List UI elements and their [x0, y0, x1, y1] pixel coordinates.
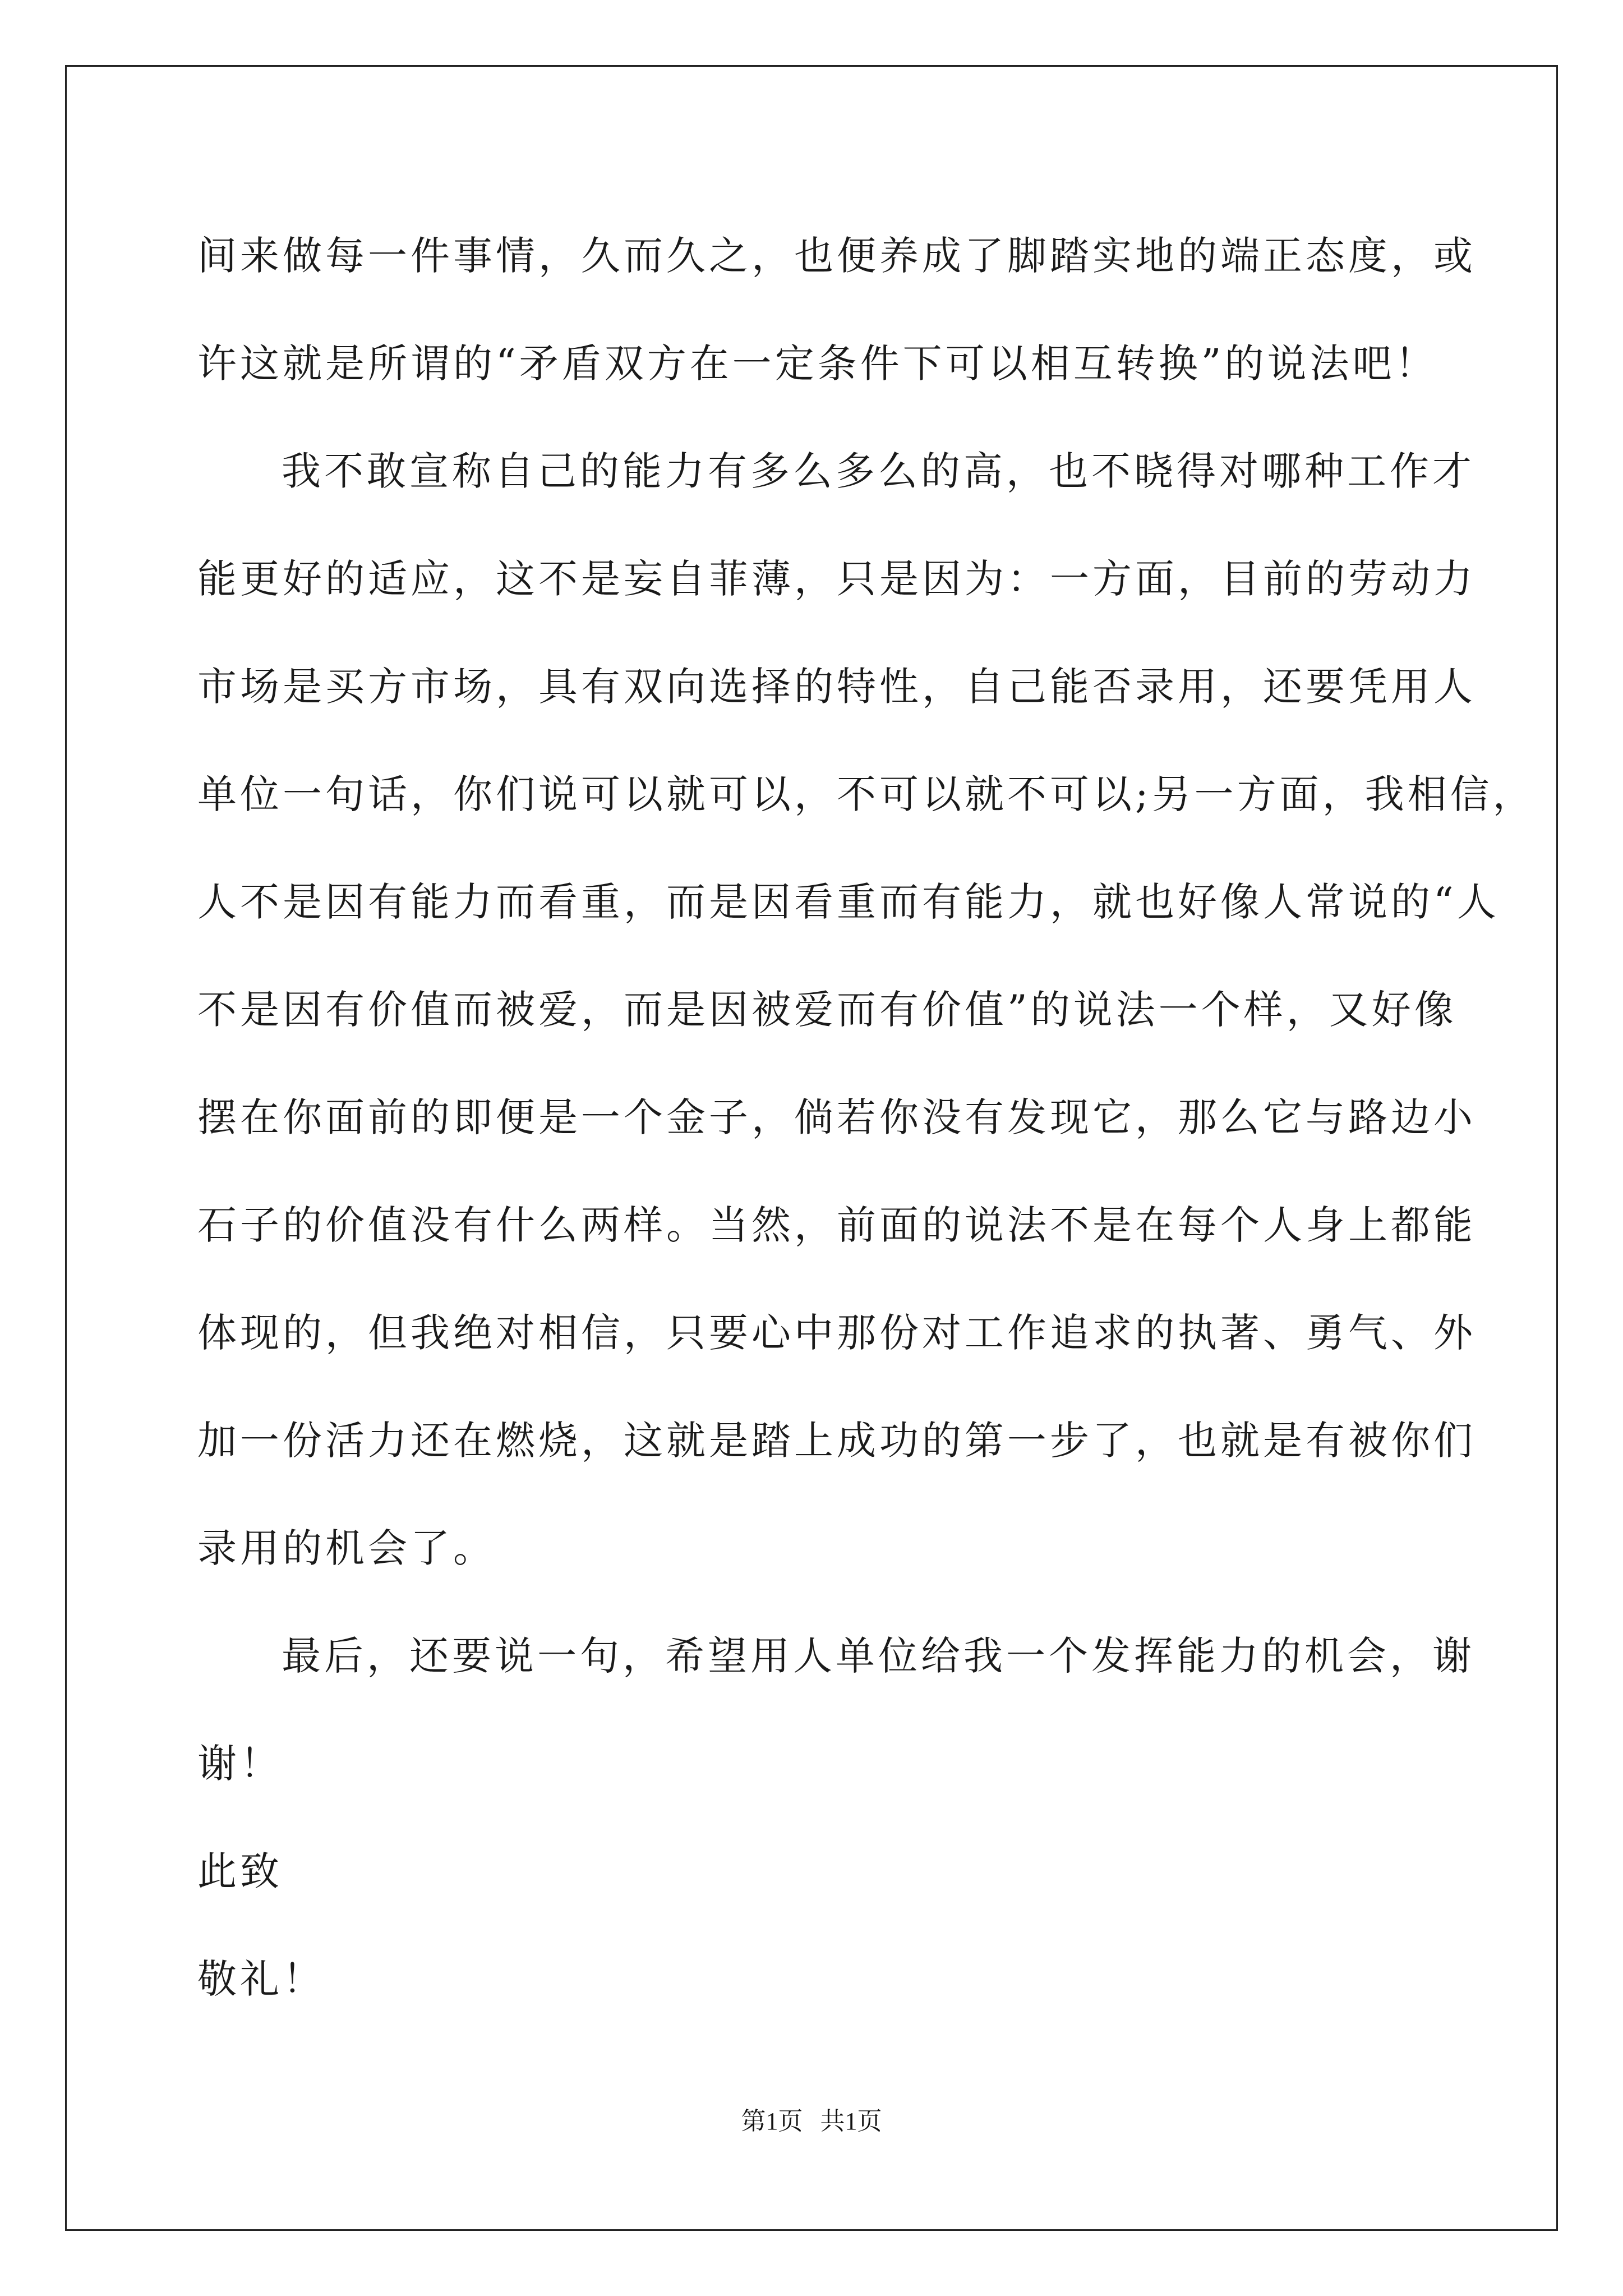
text-line: 摆在你面前的即便是一个金子，倘若你没有发现它，那么它与路边小 — [197, 1094, 1476, 1140]
page-footer — [0, 2101, 1623, 2137]
text-line: 石子的价值没有什么两样。当然，前面的说法不是在每个人身上都能 — [197, 1202, 1476, 1248]
page-total: 共1页 — [820, 2108, 882, 2135]
text-line: 市场是买方市场，具有双向选择的特性，自己能否录用，还要凭用人 — [197, 664, 1476, 710]
text-line: 间来做每一件事情，久而久之，也便养成了脚踏实地的端正态度，或 — [197, 233, 1476, 279]
paragraph-start: 最后，还要说一句，希望用人单位给我一个发挥能力的机会，谢 — [282, 1633, 1475, 1679]
closing-salutation: 敬礼！ — [197, 1956, 325, 2002]
text-line: 许这就是所谓的“矛盾双方在一定条件下可以相互转换”的说法吧！ — [197, 341, 1438, 386]
text-line: 不是因有价值而被爱，而是因被爱而有价值”的说法一个样，又好像 — [197, 987, 1457, 1033]
text-line: 能更好的适应，这不是妄自菲薄，只是因为：一方面，目前的劳动力 — [197, 556, 1476, 602]
closing-line: 此致 — [197, 1848, 283, 1894]
text-line: 谢！ — [197, 1741, 283, 1787]
text-line: 体现的，但我绝对相信，只要心中那份对工作追求的执著、勇气、外 — [197, 1310, 1476, 1356]
document-body — [197, 202, 1536, 2033]
text-line: 单位一句话，你们说可以就可以，不可以就不可以;另一方面，我相信， — [197, 771, 1536, 817]
page-number: 第1页 — [741, 2108, 803, 2135]
paragraph-start: 我不敢宣称自己的能力有多么多么的高，也不晓得对哪种工作才 — [282, 448, 1475, 494]
text-line: 人不是因有能力而看重，而是因看重而有能力，就也好像人常说的“人 — [197, 879, 1500, 925]
text-line: 录用的机会了。 — [197, 1525, 496, 1571]
text-line: 加一份活力还在燃烧，这就是踏上成功的第一步了，也就是有被你们 — [197, 1418, 1476, 1464]
